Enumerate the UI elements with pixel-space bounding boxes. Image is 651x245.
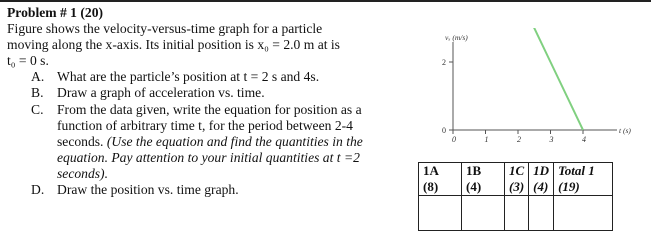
intro-line-2: moving along the x-axis. Its initial position is x₀ = 2.0 m at is [7, 37, 340, 53]
intro-line-3: t₀ = 0 s. [7, 53, 49, 69]
question-d-text: Draw the position vs. time graph. [57, 182, 239, 198]
x-tick-label: 0 [452, 135, 456, 144]
x-tick-label: 4 [582, 135, 586, 144]
problem-text [7, 5, 402, 198]
question-c-line-1: From the data given, write the equation for position as a [57, 101, 362, 117]
velocity-time-chart [405, 28, 651, 168]
x-tick-label: 3 [549, 135, 554, 144]
score-entry-total[interactable] [554, 196, 613, 231]
score-col-1b: 1B (4) [462, 163, 505, 196]
score-col-1c: 1C (3) [505, 163, 529, 196]
velocity-line [453, 28, 583, 130]
question-a [7, 69, 402, 85]
question-c-italic-3: seconds). [57, 165, 108, 181]
y-tick-label: 2 [442, 58, 446, 67]
score-entry-1d[interactable] [529, 196, 554, 231]
intro-line-1: Figure shows the velocity-versus-time graph for a particle [7, 21, 323, 37]
x-tick-label: 2 [517, 135, 521, 144]
x-axis-label: t (s) [619, 126, 631, 135]
score-entry-1a[interactable] [419, 196, 462, 231]
question-b-marker: B. [31, 85, 44, 101]
score-entry-row [419, 196, 613, 231]
question-a-marker: A. [31, 69, 45, 85]
score-table [418, 162, 613, 231]
question-c-italic-2: equation. Pay attention to your initial quantities at t =2 [57, 149, 360, 165]
question-c-line-3 [57, 134, 402, 150]
question-c-marker: C. [31, 101, 44, 117]
y-axis-label: vₓ (m/s) [445, 33, 468, 42]
question-a-text: What are the particle’s position at t = 2 s and 4s. [57, 69, 320, 85]
y-tick-label: 0 [442, 126, 446, 135]
score-col-total: Total 1 (19) [554, 163, 613, 196]
question-c-line-3a: seconds. [57, 133, 107, 149]
question-d-marker: D. [31, 182, 45, 198]
question-b-text: Draw a graph of acceleration vs. time. [57, 85, 265, 101]
question-c-italic-1: (Use the equation and find the quantities in the [106, 133, 363, 149]
score-col-1d: 1D (4) [529, 163, 554, 196]
top-rule [0, 0, 651, 2]
score-entry-1c[interactable] [505, 196, 529, 231]
problem-title: Problem # 1 (20) [7, 5, 104, 20]
question-d [7, 182, 402, 198]
question-b [7, 85, 402, 101]
score-header-row [419, 163, 613, 196]
score-entry-1b[interactable] [462, 196, 505, 231]
question-c [7, 102, 402, 182]
x-tick-label: 1 [484, 135, 489, 144]
question-c-line-2: function of arbitrary time t, for the period between 2-4 [57, 117, 353, 133]
score-col-1a: 1A (8) [419, 163, 462, 196]
